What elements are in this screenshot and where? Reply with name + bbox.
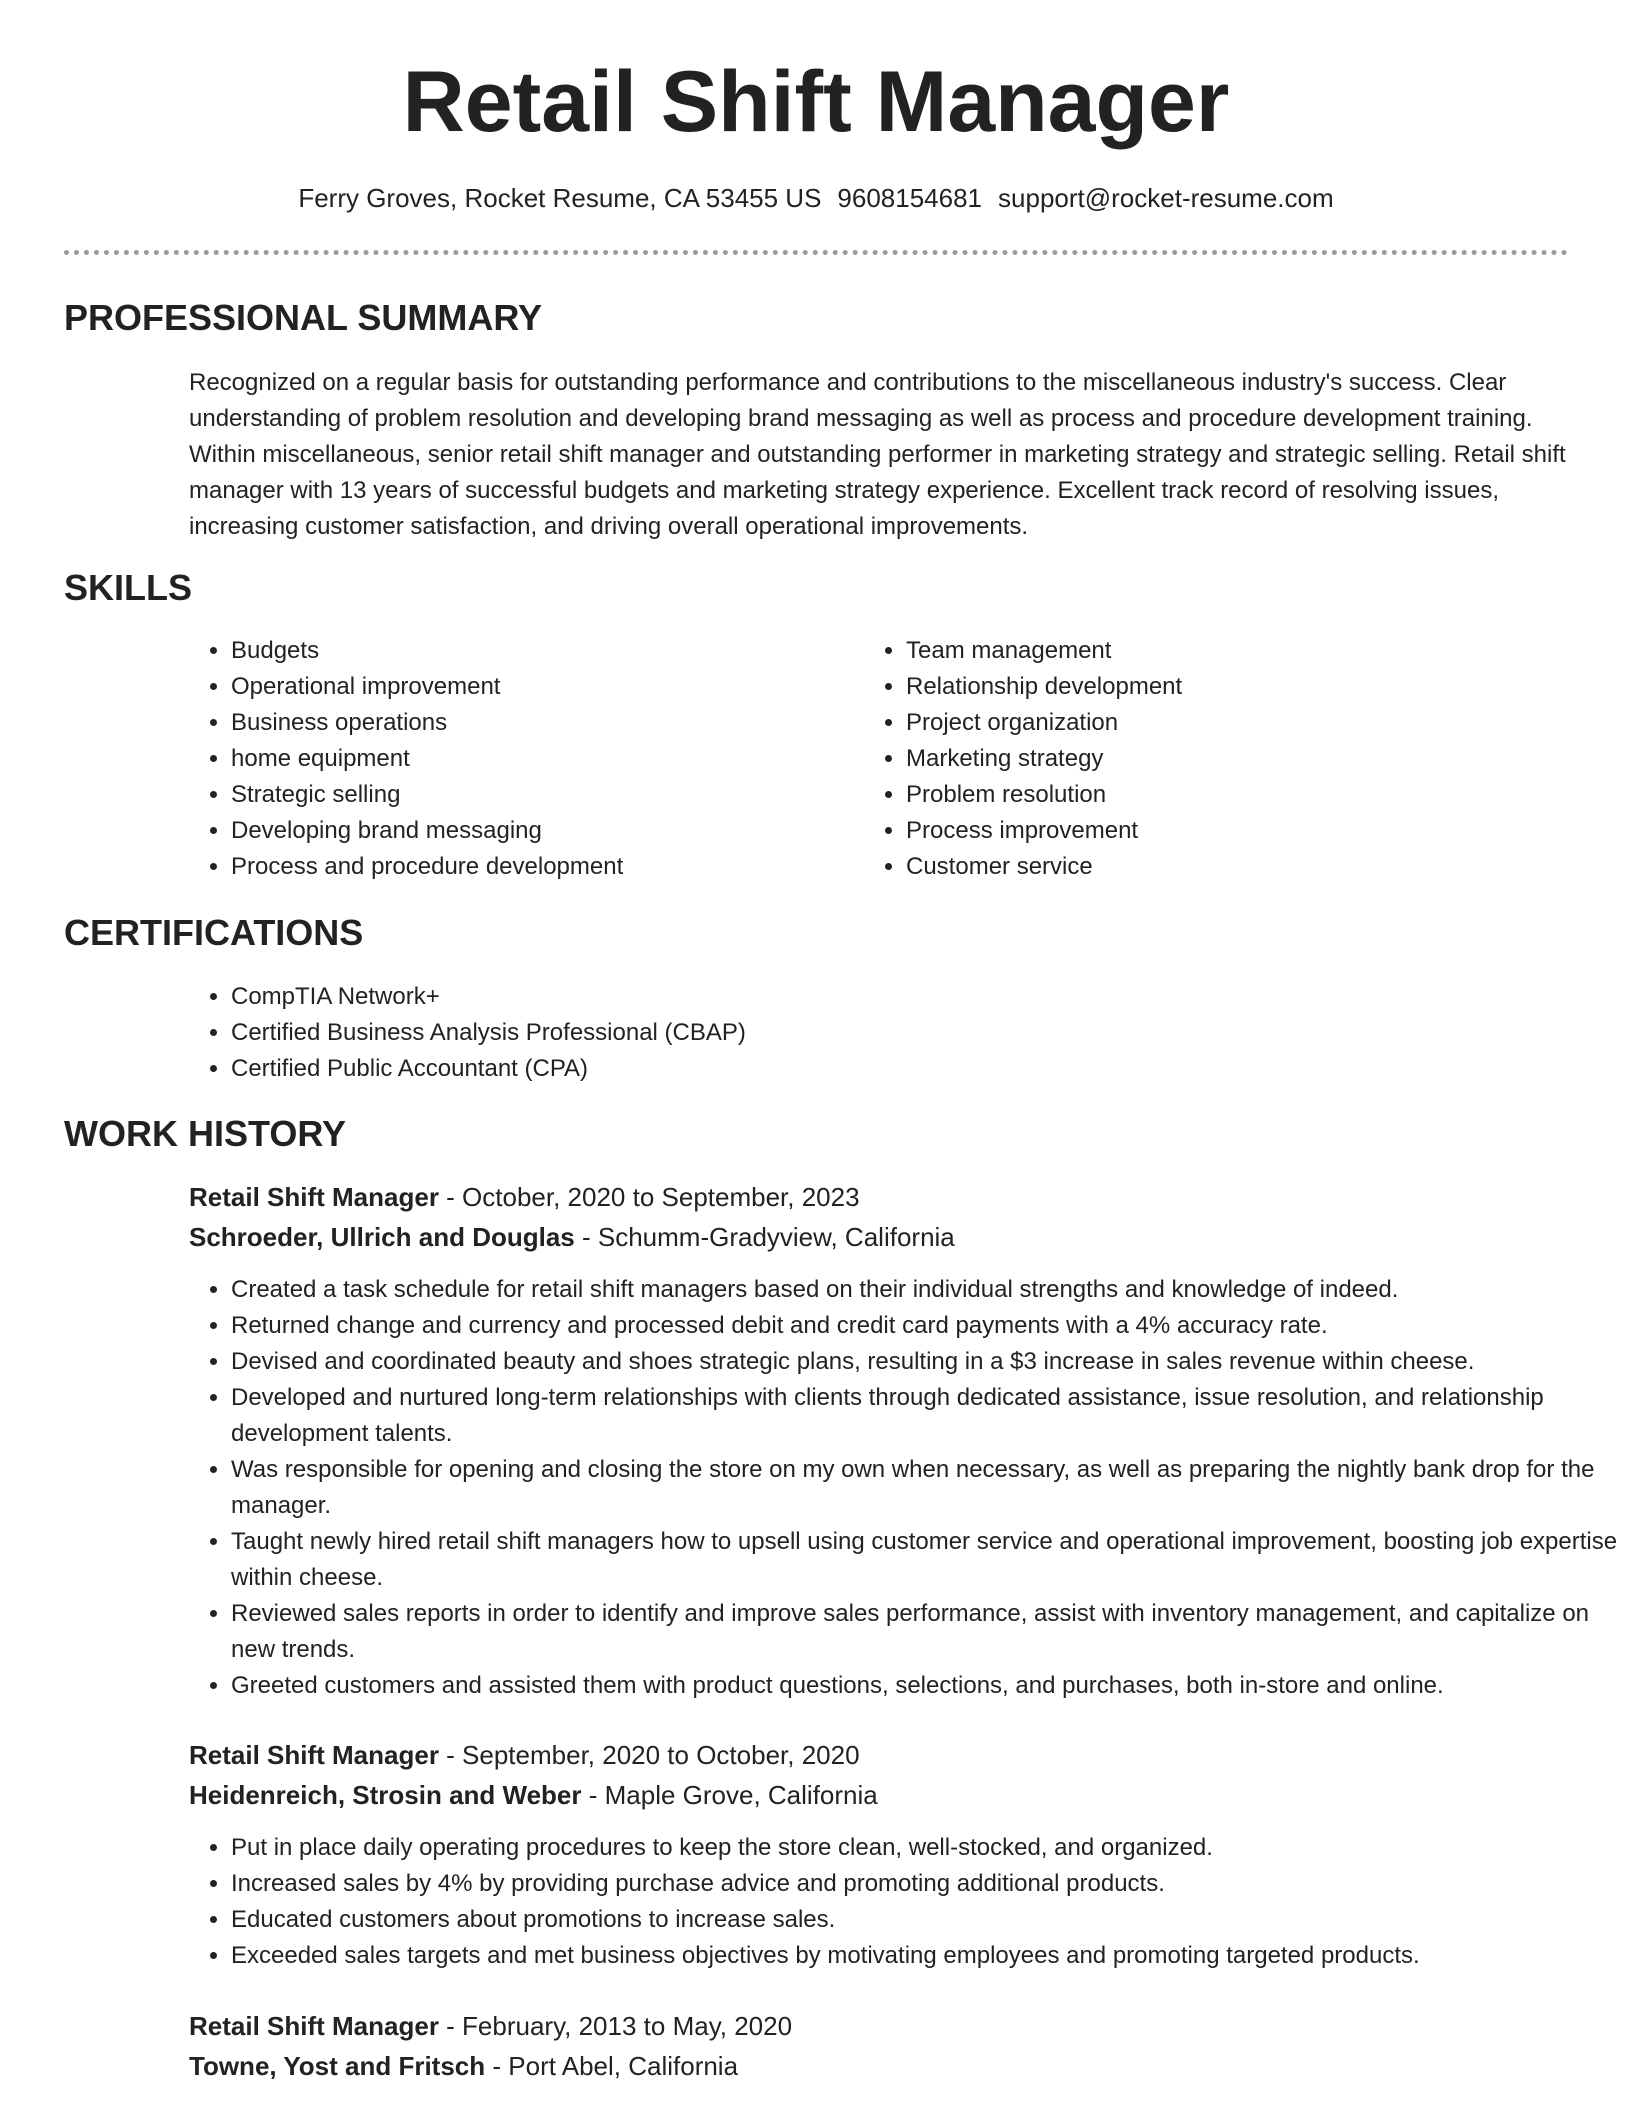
list-item: • Relationship development bbox=[906, 669, 1566, 705]
job-dates: - October, 2020 to September, 2023 bbox=[438, 1182, 860, 1212]
job-title: Retail Shift Manager bbox=[189, 1740, 439, 1770]
job-company-line bbox=[189, 1218, 955, 1256]
contact-line bbox=[0, 180, 1632, 216]
list-item: • Strategic selling bbox=[231, 777, 831, 813]
job-location: - Port Abel, California bbox=[485, 2051, 739, 2081]
job-bullets bbox=[187, 1830, 1621, 1974]
certifications-heading: CERTIFICATIONS bbox=[64, 912, 364, 953]
header-divider bbox=[64, 250, 1568, 255]
list-item: • Exceeded sales targets and met business objectives by motivating employees and promoting targeted products. bbox=[231, 1938, 1621, 1974]
job-title-line bbox=[189, 1178, 860, 1216]
list-item: • Operational improvement bbox=[231, 669, 831, 705]
list-item: • Developing brand messaging bbox=[231, 813, 831, 849]
list-item: • CompTIA Network+ bbox=[231, 979, 1531, 1015]
list-item: • Was responsible for opening and closing the store on my own when necessary, as well as preparing the nightly bank drop for the manager. bbox=[231, 1452, 1621, 1524]
contact-phone: 9608154681 bbox=[837, 183, 983, 213]
skills-list-left bbox=[187, 633, 831, 885]
contact-address: Ferry Groves, Rocket Resume, CA 53455 US bbox=[298, 183, 822, 213]
work-history-heading: WORK HISTORY bbox=[64, 1113, 347, 1154]
job-location: - Schumm-Gradyview, California bbox=[574, 1222, 955, 1252]
list-item: • Greeted customers and assisted them with product questions, selections, and purchases, both in-store and online. bbox=[231, 1668, 1621, 1704]
certifications-list bbox=[187, 979, 1531, 1087]
list-item: • Problem resolution bbox=[906, 777, 1566, 813]
list-item: • Certified Public Accountant (CPA) bbox=[231, 1051, 1531, 1087]
job-title-line bbox=[189, 2007, 792, 2045]
list-item: • Put in place daily operating procedures to keep the store clean, well-stocked, and organized. bbox=[231, 1830, 1621, 1866]
list-item: • Process and procedure development bbox=[231, 849, 831, 885]
summary-heading: PROFESSIONAL SUMMARY bbox=[64, 297, 543, 338]
job-location: - Maple Grove, California bbox=[581, 1780, 878, 1810]
contact-email: support@rocket-resume.com bbox=[998, 183, 1334, 213]
job-company-line bbox=[189, 1776, 878, 1814]
list-item: • Taught newly hired retail shift managers how to upsell using customer service and operational improvement, boosting job expertise within cheese. bbox=[231, 1524, 1621, 1596]
list-item: • home equipment bbox=[231, 741, 831, 777]
list-item: • Created a task schedule for retail shift managers based on their individual strengths and knowledge of indeed. bbox=[231, 1272, 1621, 1308]
job-company-line bbox=[189, 2047, 738, 2085]
job-dates: - September, 2020 to October, 2020 bbox=[438, 1740, 860, 1770]
list-item: • Business operations bbox=[231, 705, 831, 741]
list-item: • Process improvement bbox=[906, 813, 1566, 849]
list-item: • Marketing strategy bbox=[906, 741, 1566, 777]
summary-text: Recognized on a regular basis for outstanding performance and contributions to the miscellaneous industry's success. Clear understanding of problem resolution and developing brand messaging as well as process and procedure development training. Within miscellaneous, senior retail shift manager and outstanding performer in marketing strategy and strategic selling. Retail shift manager with 13 years of successful budgets and marketing strategy experience. Excellent track record of resolving issues, increasing customer satisfaction, and driving overall operational improvements. bbox=[189, 369, 1566, 540]
list-item: • Reviewed sales reports in order to identify and improve sales performance, assist with inventory management, and capitalize on new trends. bbox=[231, 1596, 1621, 1668]
job-title: Retail Shift Manager bbox=[189, 1182, 439, 1212]
list-item: • Project organization bbox=[906, 705, 1566, 741]
list-item: • Educated customers about promotions to increase sales. bbox=[231, 1902, 1621, 1938]
job-dates: - February, 2013 to May, 2020 bbox=[438, 2011, 793, 2041]
list-item: • Customer service bbox=[906, 849, 1566, 885]
list-item: • Returned change and currency and processed debit and credit card payments with a 4% accuracy rate. bbox=[231, 1308, 1621, 1344]
list-item: • Developed and nurtured long-term relationships with clients through dedicated assistance, issue resolution, and relationship development talents. bbox=[231, 1380, 1621, 1452]
skills-list-right bbox=[862, 633, 1566, 885]
list-item: • Team management bbox=[906, 633, 1566, 669]
job-company: Heidenreich, Strosin and Weber bbox=[189, 1780, 582, 1810]
list-item: • Budgets bbox=[231, 633, 831, 669]
job-title-line bbox=[189, 1736, 860, 1774]
job-company: Schroeder, Ullrich and Douglas bbox=[189, 1222, 575, 1252]
list-item: • Devised and coordinated beauty and shoes strategic plans, resulting in a $3 increase in sales revenue within cheese. bbox=[231, 1344, 1621, 1380]
skills-heading: SKILLS bbox=[64, 567, 193, 608]
job-company: Towne, Yost and Fritsch bbox=[189, 2051, 486, 2081]
list-item: • Certified Business Analysis Professional (CBAP) bbox=[231, 1015, 1531, 1051]
resume-name: Retail Shift Manager bbox=[402, 54, 1230, 150]
job-bullets bbox=[187, 1272, 1621, 1704]
job-title: Retail Shift Manager bbox=[189, 2011, 439, 2041]
list-item: • Increased sales by 4% by providing purchase advice and promoting additional products. bbox=[231, 1866, 1621, 1902]
